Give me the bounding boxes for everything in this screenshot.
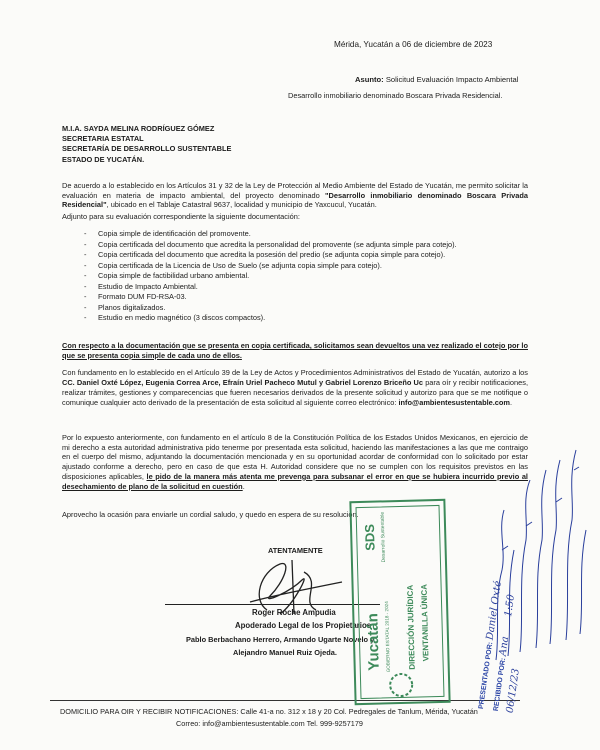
- subject-line-2: Desarrollo inmobiliario denominado Boscara Privada Residencial.: [288, 91, 503, 100]
- attachment-item: - Copia certificada del documento que acredita la posesión del predio (se adjunta copia simple para cotejo).: [80, 250, 520, 261]
- attachment-item: - Formato DUM FD-RSA-03.: [80, 292, 520, 303]
- footer-contact: Correo: info@ambientesustentable.com Tel. 999-9257179: [176, 719, 363, 728]
- stamp-logo: SDS: [361, 523, 378, 551]
- stamp-emblem-icon: [386, 670, 417, 701]
- request-end: .: [242, 481, 245, 491]
- request-paragraph: [62, 433, 528, 491]
- signer-others-1: Pablo Berbachano Herrero, Armando Ugarte Novelo y: [186, 635, 375, 644]
- authorization-end: .: [510, 397, 513, 407]
- authorization-paragraph: [62, 368, 528, 408]
- received-by-label: RECIBIDO POR:: [492, 657, 508, 712]
- place-date: Mérida, Yucatán a 06 de diciembre de 2023: [334, 40, 493, 49]
- footer-address: DOMICILIO PARA OIR Y RECIBIR NOTIFICACIONES: Calle 41-a no. 312 x 18 y 20 Col. Pedregales de Tanlum, Mérida, Yucatán: [60, 707, 478, 716]
- presented-by-label: PRESENTADO POR:: [477, 641, 495, 710]
- signer-name: Roger Roche Ampudia: [252, 608, 336, 617]
- intro-text: De acuerdo a lo establecido en los Artículos 31 y 32 de la Ley de Protección al Medio Ambiente del Estado de Yucatán, me permito solicitar la evaluación en materia de impacto ambiental, del proyecto denominado: [62, 181, 528, 200]
- attachment-item: - Planos digitalizados.: [80, 303, 520, 314]
- subject-label: Asunto:: [355, 75, 384, 84]
- presented-by-value: Daniel Oxté: [484, 580, 504, 641]
- reception-stamp: [349, 499, 450, 705]
- closing-text: Aprovecho la ocasión para enviarle un cordial saludo, y quedo en espera de su resolución.: [62, 510, 359, 519]
- received-by-value: Ana: [497, 635, 512, 657]
- stamp-dept-2: VENTANILLA ÚNICA: [419, 583, 431, 662]
- request-text: Por lo expuesto anteriormente, con fundamento en el artículo 8 de la Constitución Política de los Estados Unidos Mexicanos, en ejercicio de mi derecho a esta autoridad administrativa pido tenerme por presentada esta solicitud, haciendo las manifestaciones a las que me contraigo en el cuerpo del mismo, adjuntando la documentación mencionada y en su oportunidad acordar de conformidad con lo solicitado por estar ajustado conforme a derecho, pero en caso de que esta H. Autoridad considere que no se cumplen con los requisitos previstos en las disposiciones aplicables,: [62, 433, 528, 481]
- stamp-gov: GOBIERNO ESTATAL 2018 - 2024: [383, 601, 391, 673]
- addressee-line: M.I.A. SAYDA MELINA RODRÍGUEZ GÓMEZ: [62, 124, 215, 133]
- received-date: 06/12/23: [504, 667, 522, 714]
- addressee-line: SECRETARIA ESTATAL: [62, 134, 144, 144]
- intro-line-2: Adjunto para su evaluación correspondiente la siguiente documentación:: [62, 212, 300, 221]
- intro-paragraph: [62, 181, 528, 210]
- signer-title: Apoderado Legal de los Propietarios: [235, 621, 372, 630]
- project-name: "Desarrollo inmobiliario denominado Boscara Privada Residencial": [62, 190, 528, 210]
- addressee-line: SECRETARÍA DE DESARROLLO SUSTENTABLE: [62, 144, 232, 154]
- received-time: 1:50: [503, 593, 518, 618]
- atentamente-label: ATENTAMENTE: [268, 546, 323, 555]
- authorized-names: CC. Daniel Oxté López, Eugenia Correa Arce, Efraín Uriel Pacheco Mutul y Gabriel Lorenzo Briceño Uc: [62, 377, 424, 387]
- intro-text-2: , ubicado en el Tablaje Catastral 9637, localidad y municipio de Yaxcucul, Yucatán.: [106, 200, 377, 210]
- authorization-text-2: para oír y recibir notificaciones, realizar trámites, gestiones y comparecencias que fueren necesarios derivados de la presente solicitud y autorizo para que se me notifique o comunique cualquier acto derivado de la presentación de esta solicitud al siguiente correo electrónico:: [62, 377, 528, 407]
- certified-note: Con respecto a la documentación que se presenta en copia certificada, solicitamos sean devueltos una vez realizado el cotejo por lo que se presenta copia simple de cada uno de ellos.: [62, 341, 528, 360]
- attachment-item: - Estudio de Impacto Ambiental.: [80, 282, 520, 293]
- addressee-block: [62, 124, 231, 165]
- stamp-logo-subtitle: Desarrollo Sustentable: [379, 511, 387, 563]
- signer-others-2: Alejandro Manuel Ruiz Ojeda.: [233, 648, 337, 657]
- stamp-state: Yucatán: [364, 612, 383, 671]
- addressee-line: ESTADO DE YUCATÁN.: [62, 154, 145, 164]
- handwritten-notes: [486, 430, 596, 670]
- signature-line: [165, 604, 380, 605]
- attachment-list: [80, 229, 520, 324]
- attachment-item: - Copia simple de factibilidad urbano ambiental.: [80, 271, 520, 282]
- authorization-text: Con fundamento en lo establecido en el Artículo 39 de la Ley de Actos y Procedimientos Administrativos del Estado de Yucatán, autorizo a los: [62, 368, 528, 377]
- attachment-item: - Copia certificada de la Licencia de Uso de Suelo (se adjunta copia simple para cotejo).: [80, 261, 520, 272]
- request-emphasis: le pido de la manera más atenta me prevenga para subsanar el error en que se hubiera incurrido previo al desechamiento de plano de la solicitud en cuestión: [62, 471, 528, 491]
- authorization-email: info@ambientesustentable.com: [398, 397, 511, 407]
- stamp-dept-1: DIRECCIÓN JURÍDICA: [405, 584, 417, 670]
- subject-line: [355, 75, 518, 85]
- attachment-item: - Copia certificada del documento que acredita la personalidad del promovente (se adjunta simple para cotejo).: [80, 240, 520, 251]
- attachment-item: - Estudio en medio magnético (3 discos compactos).: [80, 313, 520, 324]
- subject-text: Solicitud Evaluación Impacto Ambiental: [385, 75, 519, 84]
- attachment-item: - Copia simple de identificación del promovente.: [80, 229, 520, 240]
